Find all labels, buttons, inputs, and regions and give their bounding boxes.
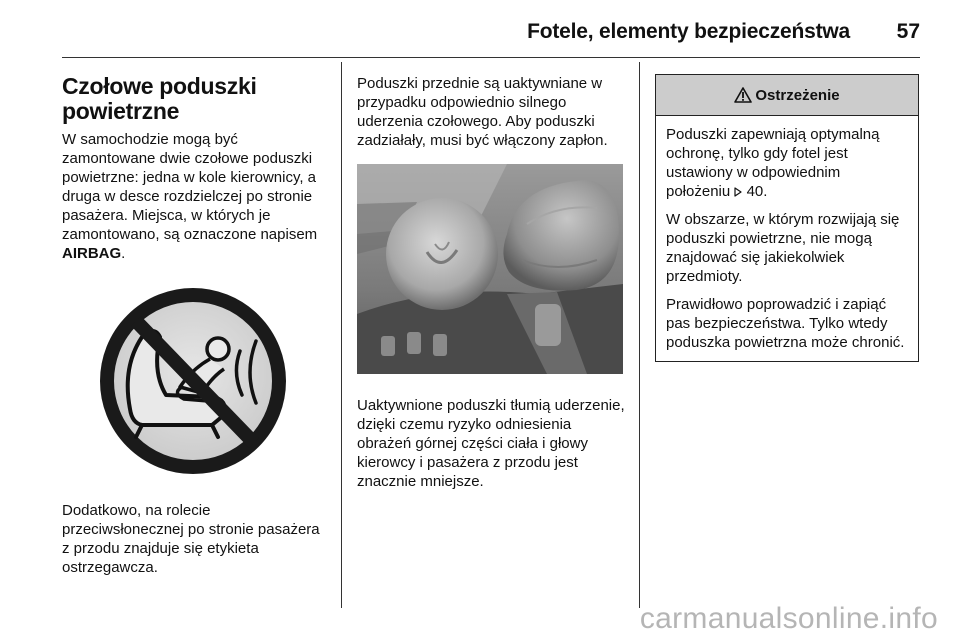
watermark-text: carmanualsonline.info (639, 602, 938, 635)
intro-paragraph (62, 130, 330, 263)
warning-title: Ostrzeżenie (755, 86, 840, 104)
intro-text: W samochodzie mogą być zamontowane dwie czołowe poduszki powietrzne: jedna w kole kierownicy, a druga w desce rozdzielczej po stronie pasażera. Miejsca, w których je zamontowano, są oznaczone napisem (62, 131, 318, 243)
page-reference[interactable]: 40 (746, 183, 764, 200)
column-divider-2 (639, 62, 640, 608)
warning-body (656, 116, 918, 361)
page-number: 57 (896, 20, 920, 43)
column-divider-1 (341, 62, 342, 608)
section-heading: Czołowe poduszki powietrzne (62, 73, 257, 124)
warning-triangle-icon (734, 87, 752, 103)
section-title: Fotele, elementy bezpieczeństwa (527, 20, 850, 43)
warning-header (656, 75, 918, 116)
warning-box (655, 74, 919, 362)
warning-p1-text: Poduszki zapewniają optymalną ochronę, tylko gdy fotel jest ustawiony w odpowiednim położeniu (666, 126, 880, 200)
sunvisor-paragraph: Dodatkowo, na rolecie przeciwsłonecznej po stronie pasażera z przodu znajduje się etykieta ostrzegawcza. (62, 502, 320, 576)
airbag-label: AIRBAG (62, 245, 122, 262)
warning-paragraph-3: Prawidłowo poprowadzić i zapiąć pas bezpieczeństwa. Tylko wtedy poduszka powietrzna może chronić. (666, 296, 905, 351)
protection-paragraph: Uaktywnione poduszki tłumią uderzenie, dzięki czemu ryzyko odniesienia obrażeń górnej części ciała i głowy kierowcy i pasażera z przodu jest znacznie mniejsze. (357, 397, 625, 490)
activation-paragraph: Poduszki przednie są uaktywniane w przypadku odpowiednio silnego uderzenia czołowego. Aby poduszki zadziałały, musi być włączony zapłon. (357, 75, 608, 149)
intro-end: . (121, 245, 126, 262)
page-header (62, 10, 920, 52)
warning-paragraph-1 (666, 125, 908, 201)
column-2 (357, 74, 625, 491)
column-3 (655, 74, 919, 362)
column-1 (62, 74, 330, 577)
header-rule (62, 57, 920, 58)
page-reference-icon (734, 187, 742, 197)
deployed-airbags-photo (357, 164, 623, 374)
warning-p1-end: . (763, 183, 768, 200)
no-child-seat-airbag-sign-image (62, 277, 324, 485)
warning-paragraph-2: W obszarze, w którym rozwijają się poduszki powietrzne, nie mogą znajdować się jakiekolwiek przedmioty. (666, 211, 900, 285)
